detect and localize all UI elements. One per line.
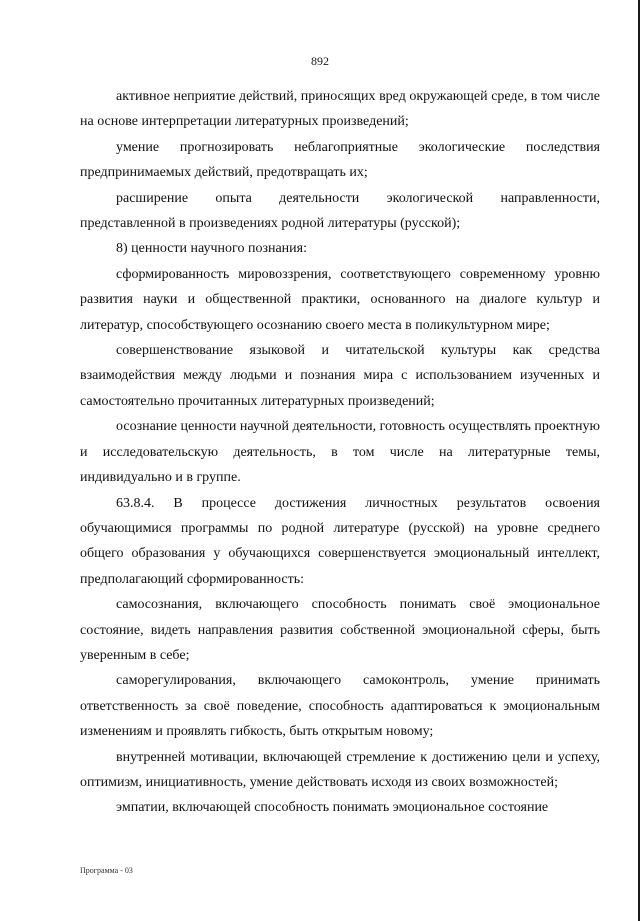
footer-text: Программа - 03 [80,866,133,875]
page-number: 892 [311,54,329,68]
paragraph: эмпатии, включающей способность понимать эмоциональное состояние [116,800,549,816]
paragraph: умение прогнозировать неблагоприятные экологические последствия предпринимаемых действий, предотвращать их; [80,139,600,181]
paragraph: сформированность мировоззрения, соответствующего современному уровню развития науки и общественной практики, основанного на диалоге культур и литератур, способствующего осознанию своего места в поликультурном мире; [80,266,600,333]
paragraph: самосознания, включающего способность понимать своё эмоциональное состояние, видеть направления развития собственной эмоциональной сферы, быть уверенным в себе; [80,597,600,663]
paragraph: внутренней мотивации, включающей стремление к достижению цели и успеху, оптимизм, инициативность, умение действовать исходя из своих возможностей; [80,749,600,790]
paragraph: 63.8.4. В процессе достижения личностных результатов освоения обучающимися программы по родной литературе (русской) на уровне среднего общего образования у обучающихся совершенствуется эмоциональный интеллект, предполагающий сформированность: [80,495,600,587]
paragraph: совершенствование языковой и читательской культуры как средства взаимодействия между людьми и познания мира с использованием изученных и самостоятельно прочитанных литературных произведений; [80,343,600,409]
paragraph: расширение опыта деятельности экологической направленности, представленной в произведениях родной литературы (русской); [80,190,600,232]
paragraph: осознание ценности научной деятельности, готовность осуществлять проектную и исследовательскую деятельность, в том числе на литературные темы, индивидуально и в группе. [80,419,600,486]
paragraph: активное неприятие действий, приносящих вред окружающей среде, в том числе на основе интерпретации литературных произведений; [80,89,600,130]
section-heading: 8) ценности научного познания: [116,241,307,257]
paragraph: саморегулирования, включающего самоконтроль, умение принимать ответственность за своё поведение, способность адаптироваться к эмоциональным изменениям и проявлять гибкость, быть открытым новому; [80,673,600,740]
document-body [80,84,600,821]
